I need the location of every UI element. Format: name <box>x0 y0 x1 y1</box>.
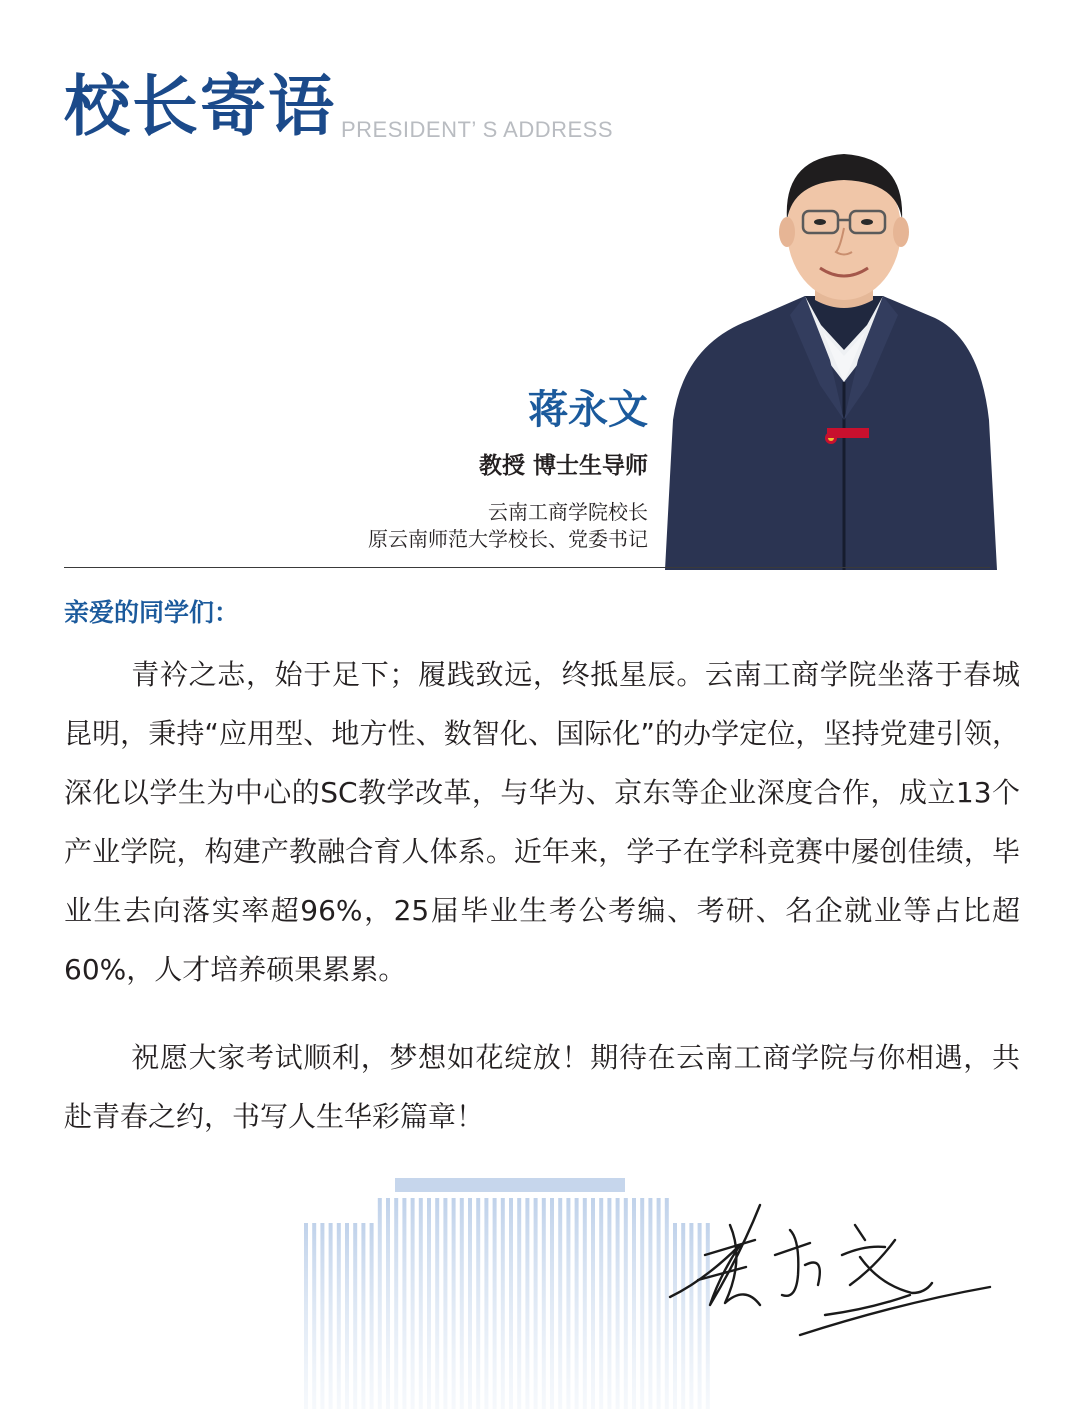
letter-greeting: 亲爱的同学们： <box>64 598 240 627</box>
page-title: 校长寄语 <box>64 67 336 145</box>
letter-paragraph: 祝愿大家考试顺利，梦想如花绽放！期待在云南工商学院与你相遇，共赴青春之约，书写人生华彩篇章！ <box>64 1041 1020 1133</box>
page-subtitle: PRESIDENT’ S ADDRESS <box>341 117 614 142</box>
president-position: 云南工商学院校长 <box>488 500 648 524</box>
president-academic-title: 教授 博士生导师 <box>478 453 648 479</box>
letter-paragraph: 青衿之志，始于足下；履践致远，终抵星辰。云南工商学院坐落于春城昆明，秉持“应用型、地方性、数智化、国际化”的办学定位，坚持党建引领，深化以学生为中心的SC教学改革，与华为、京东等企业深度合作，成立13个产业学院，构建产教融合育人体系。近年来，学子在学科竞赛中屡创佳绩，毕业生去向落实率超96%，25届毕业生考公考编、考研、名企就业等占比超60%，人才培养硕果累累。 <box>64 658 1020 986</box>
section-divider <box>64 567 990 568</box>
president-portrait <box>655 120 1000 570</box>
president-signature <box>650 1185 1010 1345</box>
president-former-position: 原云南师范大学校长、党委书记 <box>368 527 648 551</box>
president-name: 蒋永文 <box>528 386 648 433</box>
